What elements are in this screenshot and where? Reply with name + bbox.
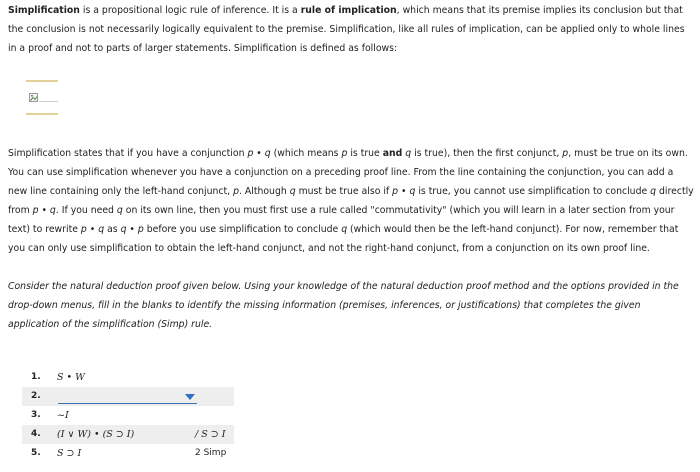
- line-number: 4.: [31, 429, 41, 439]
- proof-line-4: [22, 425, 234, 444]
- line-justification: 2 Simp: [195, 448, 227, 458]
- proof-line-2: [22, 387, 234, 406]
- proof-line-1: [22, 368, 234, 387]
- explanation-paragraph: Simplification states that if you have a conjunction p • q (which means p is true and q is true), then the first conjunct, p, must be true on its own. You can use simplification whenever you have a conjunction on a preceding proof line. From the line containing the conjunction, you can add a new line containing only the left-hand conjunct, p. Although q must be true also if p • q is true, you cannot use simplification to conclude q directly from p • q. If you need q on its own line, then you must first use a rule called "commutativity" (which you will learn in a later section from your text) to rewrite p • q as q • p before you use simplification to conclude q (which would then be the left-hand conjunct). For now, remember that you can only use simplification to obtain the left-hand conjunct, and not the right-hand conjunct, from a conjunction on its own proof line.: [8, 148, 694, 254]
- caret-down-icon[interactable]: [185, 394, 195, 400]
- line-number: 1.: [31, 372, 41, 382]
- figure-top-rule: [26, 80, 58, 82]
- line-number: 3.: [31, 410, 41, 420]
- instructions-paragraph: Consider the natural deduction proof given below. Using your knowledge of the natural deduction proof method and the options provided in the drop-down menus, fill in the blanks to identify the missing information (premises, inferences, or justifications) that completes the given application of the simplification (Simp) rule.: [8, 281, 679, 330]
- line-statement: S ⊃ I: [57, 448, 82, 459]
- proof-line-5: [22, 444, 234, 463]
- line-justification: / S ⊃ I: [195, 429, 226, 440]
- intro-paragraph: Simplification is a propositional logic rule of inference. It is a rule of implication, which means that its premise implies its conclusion but that the conclusion is not necessarily logically equivalent to the premise. Simplification, like all rules of implication, can be applied only to whole lines in a proof and not to parts of larger statements. Simplification is defined as follows:: [8, 5, 685, 54]
- line-statement: S • W: [57, 372, 85, 383]
- line-number: 5.: [31, 448, 41, 458]
- line-statement: ~I: [57, 410, 69, 421]
- line-number: 2.: [31, 391, 41, 401]
- proof-table: [22, 368, 236, 463]
- rule-of-implication: rule of implication: [300, 5, 397, 16]
- line-statement: (I ∨ W) • (S ⊃ I): [57, 429, 135, 440]
- broken-image-icon: [29, 93, 59, 106]
- statement-dropdown[interactable]: [58, 389, 197, 404]
- definition-figure: [26, 80, 58, 116]
- figure-bottom-rule: [26, 113, 58, 115]
- proof-line-3: [22, 406, 234, 425]
- term-simplification: Simplification: [8, 5, 80, 16]
